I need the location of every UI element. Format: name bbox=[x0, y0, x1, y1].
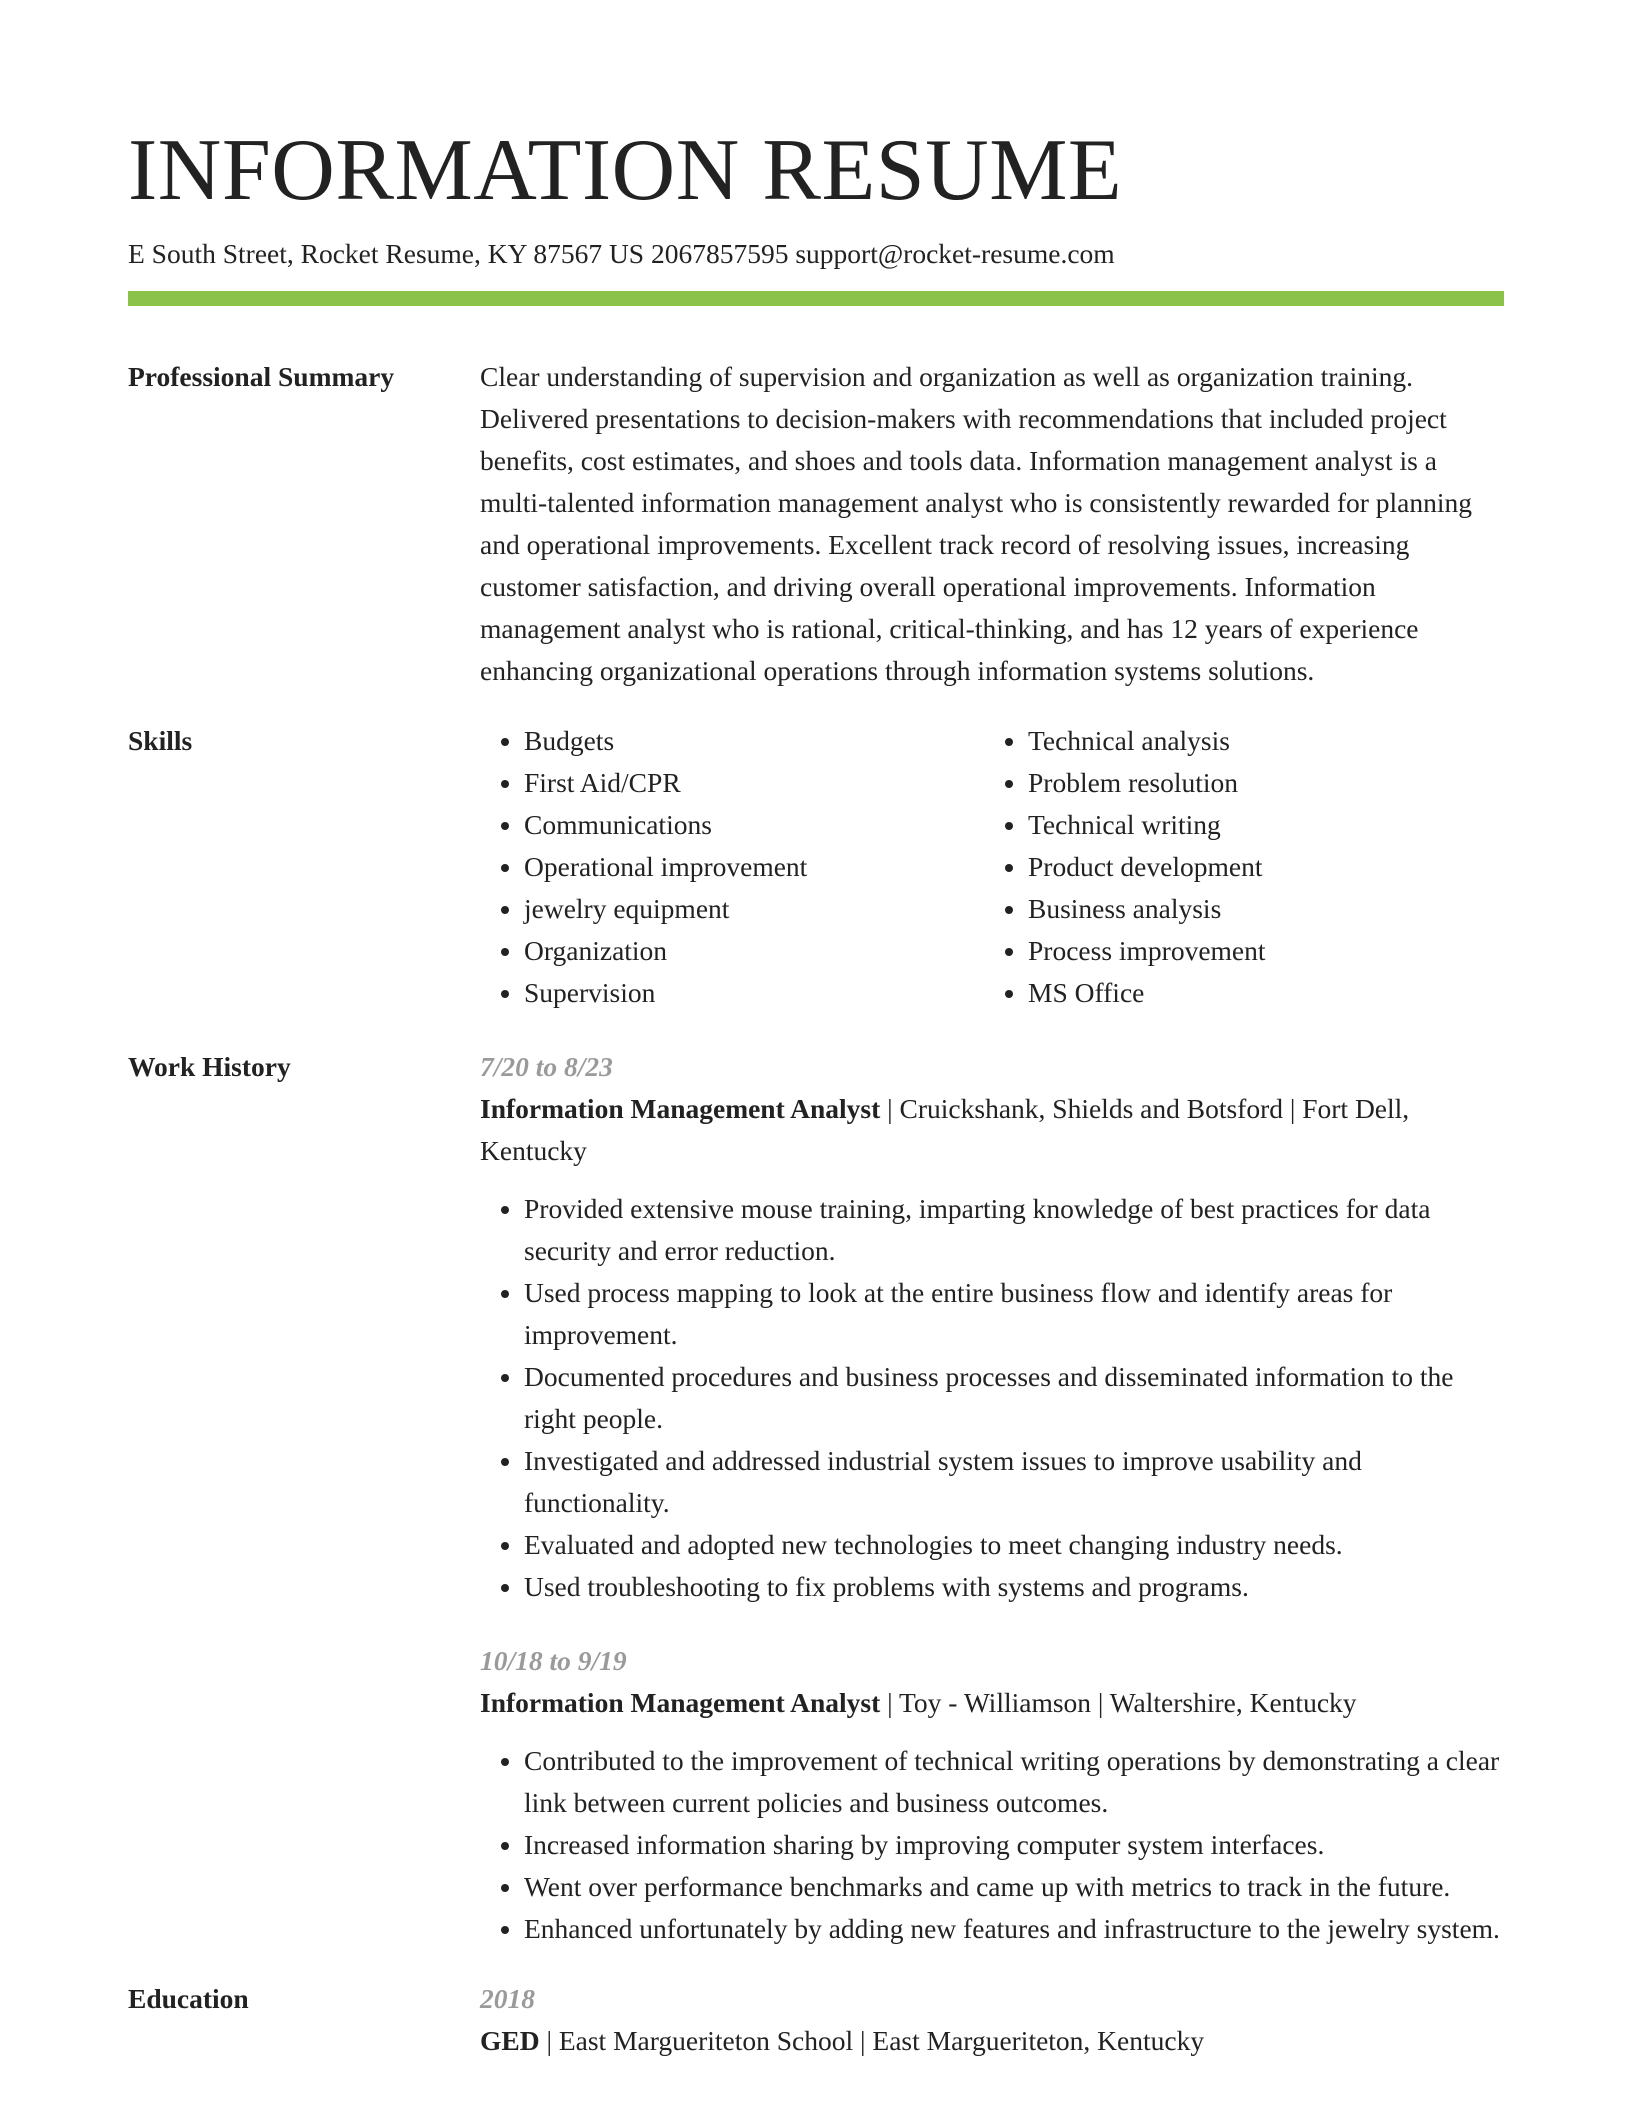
skill-item: • MS Office bbox=[1028, 972, 1266, 1014]
summary-text: Clear understanding of supervision and organization as well as organization training. Delivered presentations to decision-makers with recommendations that included project benefits, cost estimates, and shoes and tools data. Information management analyst is a multi-talented information management analyst who is consistently rewarded for planning and operational improvements. Excellent track record of resolving issues, increasing customer satisfaction, and driving overall operational improvements. Information management analyst who is rational, critical-thinking, and has 12 years of experience enhancing organizational operations through information systems solutions. bbox=[480, 361, 1473, 686]
work-history-body bbox=[480, 1046, 1504, 1950]
job-title: Information Management Analyst bbox=[480, 1093, 881, 1124]
education-degree: GED bbox=[480, 2025, 540, 2056]
job-details: | Toy - Williamson | Waltershire, Kentucky bbox=[880, 1687, 1357, 1718]
job-dates: 7/20 to 8/23 bbox=[480, 1051, 613, 1082]
skill-item: • Organization bbox=[524, 930, 984, 972]
duty-item: • Used troubleshooting to fix problems with systems and programs. bbox=[524, 1566, 1504, 1608]
contact-address: E South Street, Rocket Resume, KY 87567 US bbox=[128, 238, 645, 269]
education-year: 2018 bbox=[480, 1983, 535, 2014]
contact-line bbox=[128, 234, 1504, 274]
duty-item: • Used process mapping to look at the entire business flow and identify areas for improvement. bbox=[524, 1272, 1504, 1356]
contact-phone: 2067857595 bbox=[650, 238, 789, 269]
job-entry bbox=[480, 1640, 1504, 1950]
skill-item: • jewelry equipment bbox=[524, 888, 984, 930]
skill-item: • Technical analysis bbox=[1028, 720, 1266, 762]
job-dates: 10/18 to 9/19 bbox=[480, 1645, 627, 1676]
skills-column-1 bbox=[480, 720, 984, 1014]
summary-label: Professional Summary bbox=[128, 361, 395, 392]
skill-item: • Communications bbox=[524, 804, 984, 846]
skill-item: • Problem resolution bbox=[1028, 762, 1266, 804]
education-section bbox=[128, 1978, 1504, 2062]
duty-item: • Investigated and addressed industrial system issues to improve usability and functionality. bbox=[524, 1440, 1504, 1524]
skill-item: • First Aid/CPR bbox=[524, 762, 984, 804]
duty-item: • Enhanced unfortunately by adding new features and infrastructure to the jewelry system. bbox=[524, 1908, 1504, 1950]
job-entry bbox=[480, 1046, 1504, 1608]
duty-item: • Contributed to the improvement of technical writing operations by demonstrating a clear link between current policies and business outcomes. bbox=[524, 1740, 1504, 1824]
duty-item: • Documented procedures and business processes and disseminated information to the right people. bbox=[524, 1356, 1504, 1440]
resume-name-heading: INFORMATION RESUME bbox=[128, 122, 1123, 219]
skill-item: • Product development bbox=[1028, 846, 1266, 888]
skill-item: • Supervision bbox=[524, 972, 984, 1014]
education-body bbox=[480, 1978, 1504, 2062]
skill-item: • Operational improvement bbox=[524, 846, 984, 888]
job-duties bbox=[480, 1188, 1504, 1608]
job-title: Information Management Analyst bbox=[480, 1687, 881, 1718]
education-heading bbox=[480, 2020, 1504, 2062]
work-history-label: Work History bbox=[128, 1051, 291, 1082]
skill-item: • Technical writing bbox=[1028, 804, 1266, 846]
duty-item: • Evaluated and adopted new technologies to meet changing industry needs. bbox=[524, 1524, 1504, 1566]
job-duties bbox=[480, 1740, 1504, 1950]
skills-label: Skills bbox=[128, 725, 193, 756]
skill-item: • Process improvement bbox=[1028, 930, 1266, 972]
duty-item: • Increased information sharing by improving computer system interfaces. bbox=[524, 1824, 1504, 1866]
work-history-section bbox=[128, 1046, 1504, 1950]
skill-item: • Business analysis bbox=[1028, 888, 1266, 930]
duty-item: • Provided extensive mouse training, imparting knowledge of best practices for data security and error reduction. bbox=[524, 1188, 1504, 1272]
skills-column-2 bbox=[984, 720, 1266, 1014]
job-heading bbox=[480, 1088, 1504, 1172]
header-divider bbox=[128, 291, 1504, 306]
contact-email: support@rocket-resume.com bbox=[795, 238, 1115, 269]
skill-item: • Budgets bbox=[524, 720, 984, 762]
skills-columns bbox=[480, 720, 1504, 1014]
job-heading bbox=[480, 1682, 1504, 1724]
job-details: | Cruickshank, Shields and Botsford | Fort Dell, Kentucky bbox=[480, 1093, 1410, 1166]
skills-section bbox=[128, 720, 1504, 1014]
summary-section bbox=[128, 356, 1504, 692]
education-label: Education bbox=[128, 1983, 249, 2014]
duty-item: • Went over performance benchmarks and came up with metrics to track in the future. bbox=[524, 1866, 1504, 1908]
education-details: | East Margueriteton School | East Margueriteton, Kentucky bbox=[539, 2025, 1205, 2056]
